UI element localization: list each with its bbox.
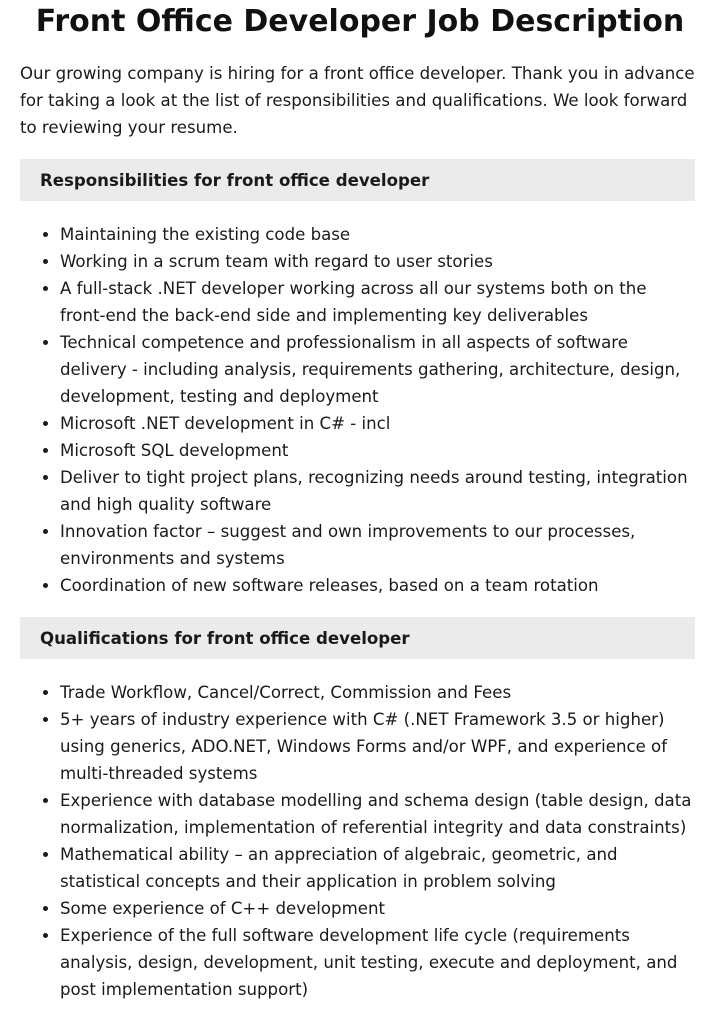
responsibility-item: • Maintaining the existing code base <box>60 221 695 248</box>
responsibility-item: • A full-stack .NET developer working across all our systems both on the front-end the back-end side and implementing key deliverables <box>60 275 695 329</box>
page-title: Front Office Developer Job Description <box>35 4 685 39</box>
responsibility-item: • Coordination of new software releases, based on a team rotation <box>60 572 695 599</box>
qualifications-list <box>20 679 695 1003</box>
qualification-item: • Experience with database modelling and schema design (table design, data normalization, implementation of referential integrity and data constraints) <box>60 787 695 841</box>
qualification-item: • Trade Workflow, Cancel/Correct, Commission and Fees <box>60 679 695 706</box>
qualification-item: • Experience of the full software development life cycle (requirements analysis, design, development, unit testing, execute and deployment, and post implementation support) <box>60 922 695 1003</box>
responsibility-item: • Deliver to tight project plans, recognizing needs around testing, integration and high quality software <box>60 464 695 518</box>
responsibilities-heading: Responsibilities for front office developer <box>20 159 695 201</box>
qualifications-heading: Qualifications for front office developer <box>20 617 695 659</box>
qualification-item: • Some experience of C++ development <box>60 895 695 922</box>
qualification-item: • 5+ years of industry experience with C# (.NET Framework 3.5 or higher) using generics, ADO.NET, Windows Forms and/or WPF, and experience of multi-threaded systems <box>60 706 695 787</box>
responsibilities-list <box>20 221 695 599</box>
responsibility-item: • Innovation factor – suggest and own improvements to our processes, environments and systems <box>60 518 695 572</box>
responsibility-item: • Working in a scrum team with regard to user stories <box>60 248 695 275</box>
responsibility-item: • Technical competence and professionalism in all aspects of software delivery - including analysis, requirements gathering, architecture, design, development, testing and deployment <box>60 329 695 410</box>
qualification-item: • Mathematical ability – an appreciation of algebraic, geometric, and statistical concepts and their application in problem solving <box>60 841 695 895</box>
responsibility-item: • Microsoft SQL development <box>60 437 695 464</box>
responsibility-item: • Microsoft .NET development in C# - incl <box>60 410 695 437</box>
intro-paragraph: Our growing company is hiring for a front office developer. Thank you in advance for taking a look at the list of responsibilities and qualifications. We look forward to reviewing your resume. <box>20 64 695 137</box>
